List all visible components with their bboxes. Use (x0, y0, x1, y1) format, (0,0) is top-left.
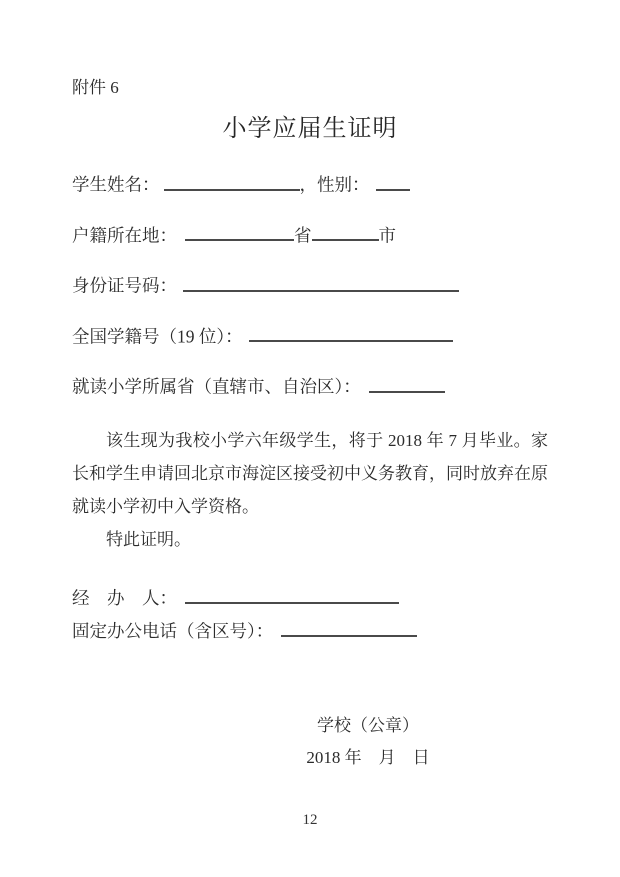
id-number-row (72, 272, 548, 297)
household-label: 户籍所在地： (72, 225, 177, 246)
household-row (72, 222, 548, 247)
phone-label: 固定办公电话（含区号）： (72, 620, 274, 641)
national-student-id-row (72, 323, 548, 348)
seal-label: 学校（公章） (317, 715, 419, 735)
page-number: 12 (302, 811, 318, 828)
id-number-blank (183, 272, 459, 292)
city-suffix: 市 (378, 225, 396, 246)
school-province-row (72, 373, 548, 398)
certificate-body (72, 424, 548, 556)
id-number-label: 身份证号码： (72, 275, 177, 296)
handler-label: 经 办 人： (72, 587, 177, 608)
student-name-label: 学生姓名： (72, 174, 160, 195)
school-province-label: 就读小学所属省（直辖市、自治区）： (72, 376, 361, 397)
national-student-id-label: 全国学籍号（19 位）： (72, 326, 243, 347)
household-province-blank (185, 222, 294, 242)
attachment-label: 附件 6 (72, 78, 119, 97)
student-name-row (72, 171, 548, 196)
document-title: 小学应届生证明 (222, 115, 398, 143)
student-name-blank (164, 171, 300, 191)
signature-section (72, 582, 548, 648)
certificate-closing: 特此证明。 (106, 529, 191, 549)
gender-label: ，性别： (299, 174, 370, 195)
stamp-block (268, 710, 468, 774)
national-student-id-blank (249, 323, 453, 343)
province-suffix: 省 (294, 225, 312, 246)
phone-row (72, 615, 548, 648)
school-province-blank (369, 373, 445, 393)
handler-blank (185, 584, 399, 604)
phone-blank (281, 617, 417, 637)
form-fields (72, 171, 548, 398)
gender-blank (376, 171, 410, 191)
date-label: 2018 年 月 日 (306, 747, 430, 767)
certificate-paragraph: 该生现为我校小学六年级学生，将于 2018 年 7 月毕业。家长和学生申请回北京市海淀区接受初中义务教育，同时放弃在原就读小学初中入学资格。 (72, 430, 548, 516)
household-city-blank (312, 222, 379, 242)
handler-row (72, 582, 548, 615)
